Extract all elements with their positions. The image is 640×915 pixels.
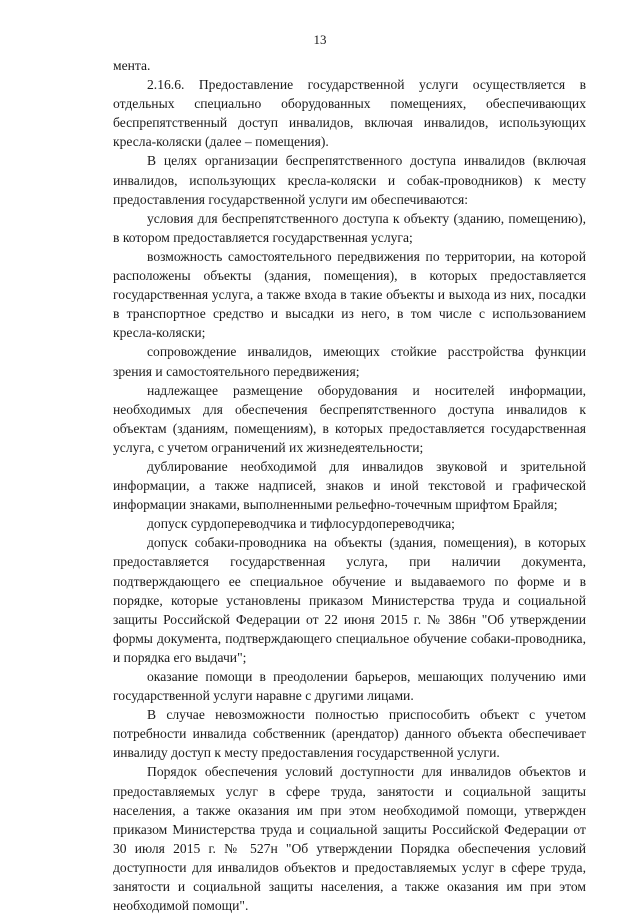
paragraph-procedure: Порядок обеспечения условий доступности для инвалидов объектов и предоставляемых услуг в сфере труда, занятости и социальной защиты населения, а также оказания им при этом необходимой помощи, утвержден приказом Министерства труда и социальной защиты Российской Федерации от 30 июля 2015 г. № 527н "Об утверждении Порядка обеспечения условий доступности для инвалидов объектов и предоставляемых услуг в сфере труда, занятости и социальной защиты населения, а также оказания им при этом необходимой помощи". [113, 764, 586, 914]
list-item-independent-movement: возможность самостоятельного передвижения по территории, на которой расположены объекты (здания, помещения), в которых предоставляется государственная услуга, а также входа в такие объекты и выхода из них, посадки в транспортное средство и высадки из него, в том числе с использованием кресла-коляски; [113, 248, 586, 341]
paragraph-2-16-6: 2.16.6. Предоставление государственной услуги осуществляется в отдельных специально оборудованных помещениях, обеспечивающих беспрепятственный доступ инвалидов, включая инвалидов, использующих кресла-коляски (далее – помещения). [113, 77, 586, 150]
paragraph-impossibility: В случае невозможности полностью приспособить объект с учетом потребности инвалида собственник (арендатор) данного объекта обеспечивает инвалиду доступ к месту предоставления государственной услуги. [113, 707, 586, 761]
list-item-guide-dog: допуск собаки-проводника на объекты (здания, помещения), в которых предоставляется государственная услуга, при наличии документа, подтверждающего ее специальное обучение и выдаваемого по форме и в порядке, которые установлены приказом Министерства труда и социальной защиты Российской Федерации от 22 июня 2015 г. № 386н "Об утверждении формы документа, подтверждающего специальное обучение собаки-проводника, и порядка его выдачи"; [113, 535, 586, 665]
document-body [113, 56, 586, 915]
list-item-access-conditions: условия для беспрепятственного доступа к объекту (зданию, помещению), в котором предоставляется государственная услуга; [113, 210, 586, 245]
list-item-sign-interpreter: допуск сурдопереводчика и тифлосурдопереводчика; [147, 516, 455, 532]
list-item-information-duplication: дублирование необходимой для инвалидов звуковой и зрительной информации, а также надписей, знаков и иной текстовой и графической информации знаками, выполненными рельефно-точечным шрифтом Брайля; [113, 458, 586, 513]
list-item-assistance: оказание помощи в преодолении барьеров, мешающих получению ими государственной услуги наравне с другими лицами. [113, 669, 586, 704]
page-number: 13 [313, 32, 327, 47]
list-item-equipment-placement: надлежащее размещение оборудования и носителей информации, необходимых для обеспечения беспрепятственного доступа инвалидов к объектам (зданиям, помещениям), в которых предоставляется государственная услуга, с учетом ограничений их жизнедеятельности; [113, 382, 586, 455]
paragraph-access-intro: В целях организации беспрепятственного доступа инвалидов (включая инвалидов, использующих кресла-коляски и собак-проводников) к месту предоставления государственной услуги им обеспечиваются: [113, 153, 586, 207]
list-item-escort: сопровождение инвалидов, имеющих стойкие расстройства функции зрения и самостоятельного передвижения; [113, 344, 586, 379]
paragraph-continuation: мента. [113, 58, 151, 73]
